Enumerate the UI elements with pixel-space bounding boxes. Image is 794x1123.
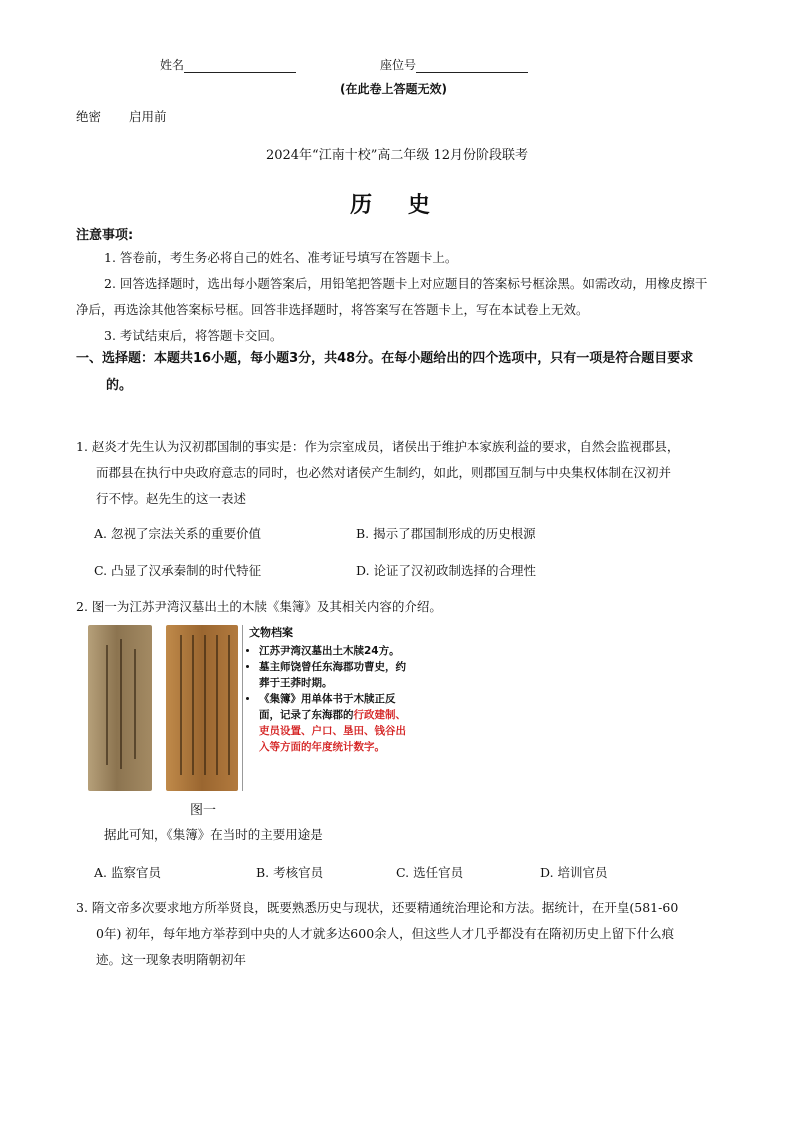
notice-heading: 注意事项: (76, 228, 134, 243)
notice-item-2: 2. 回答选择题时，选出每小题答案后，用铅笔把答题卡上对应题目的答案标号框涂黑。如需改动，用橡皮擦干净后，再选涂其他答案标号框。回答非选择题时，将答案写在答题卡上，写在本试卷上无效。 (76, 276, 708, 317)
name-blank (184, 58, 296, 73)
notice-item-1: 1. 答卷前，考生务必将自己的姓名、准考证号填写在答题卡上。 (104, 250, 458, 265)
q2-option-c: C. 选任官员 (396, 865, 464, 880)
q3-line3: 迹。这一现象表明隋朝初年 (96, 952, 247, 967)
seat-field (380, 56, 528, 73)
question-3-stem (76, 895, 721, 973)
q2-option-b: B. 考核官员 (256, 865, 324, 880)
q1-option-d: D. 论证了汉初政制选择的合理性 (356, 563, 537, 578)
question-1-stem (76, 434, 721, 512)
card-bullet-3-red: 行政建制、吏员设置、户口、垦田、钱谷出入等方面的年度统计数字。 (259, 709, 406, 753)
figure-1 (88, 625, 418, 793)
q1-option-c: C. 凸显了汉承秦制的时代特征 (94, 563, 262, 578)
card-bullet-3 (259, 691, 414, 755)
q3-line1: 3. 隋文帝多次要求地方所举贤良，既要熟悉历史与现状，还要精通统治理论和方法。据统计，在开皇(581-60 (76, 900, 679, 915)
seat-label: 座位号 (380, 58, 417, 72)
q1-option-a: A. 忽视了宗法关系的重要价值 (94, 526, 261, 541)
figure-caption: 图一 (190, 803, 217, 818)
confidential-line (76, 107, 195, 125)
question-2-stem: 2. 图一为江苏尹湾汉墓出土的木牍《集簿》及其相关内容的介绍。 (76, 599, 442, 614)
wooden-slip-front-image (88, 625, 152, 791)
q2-option-a: A. 监察官员 (94, 865, 161, 880)
name-label: 姓名 (160, 58, 185, 72)
section-heading-line2: 的。 (106, 378, 133, 393)
q1-option-b: B. 揭示了郡国制形成的历史根源 (356, 526, 536, 541)
section-heading-line1: 一、选择题：本题共16小题，每小题3分，共48分。在每小题给出的四个选项中，只有一项是符合题目要求 (76, 351, 694, 366)
section-heading (76, 345, 726, 399)
card-bullet-3-black: 《集簿》用单体书于木牍正反面，记录了东海郡的 (259, 693, 396, 721)
q1-line1: 1. 赵炎才先生认为汉初郡国制的事实是：作为宗室成员，诸侯出于维护本家族利益的要求，自然会监视郡县， (76, 439, 680, 454)
q2-question-text: 据此可知，《集簿》在当时的主要用途是 (104, 827, 323, 842)
card-title: 文物档案 (249, 626, 293, 639)
q1-line2: 而郡县在执行中央政府意志的同时，也必然对诸侯产生制约，如此，则郡国互制与中央集权体制在汉初并 (96, 465, 672, 480)
q3-line2: 0年) 初年，每年地方举荐到中央的人才就多达600余人，但这些人才几乎都没有在隋初历史上留下什么痕 (96, 926, 675, 941)
card-bullet-1: • 江苏尹湾汉墓出土木牍24方。 (259, 643, 414, 659)
invalid-note: (在此卷上答题无效) (340, 82, 447, 96)
before-use-label: 启用前 (129, 109, 167, 124)
name-field (160, 56, 296, 73)
wooden-slip-back-image (166, 625, 238, 791)
card-bullets (249, 643, 414, 755)
q1-line3: 行不悖。赵先生的这一表述 (96, 491, 247, 506)
q2-option-d: D. 培训官员 (540, 865, 608, 880)
artifact-info-card (242, 625, 414, 791)
card-bullet-2: • 墓主师饶曾任东海郡功曹史，约葬于王莽时期。 (259, 659, 414, 691)
secret-label: 绝密 (76, 109, 102, 124)
subject-title: 历 史 (350, 193, 444, 218)
seat-blank (416, 58, 528, 73)
notice-item-3: 3. 考试结束后，将答题卡交回。 (104, 328, 283, 343)
exam-title: 2024年“江南十校”高二年级 12月份阶段联考 (265, 148, 529, 163)
